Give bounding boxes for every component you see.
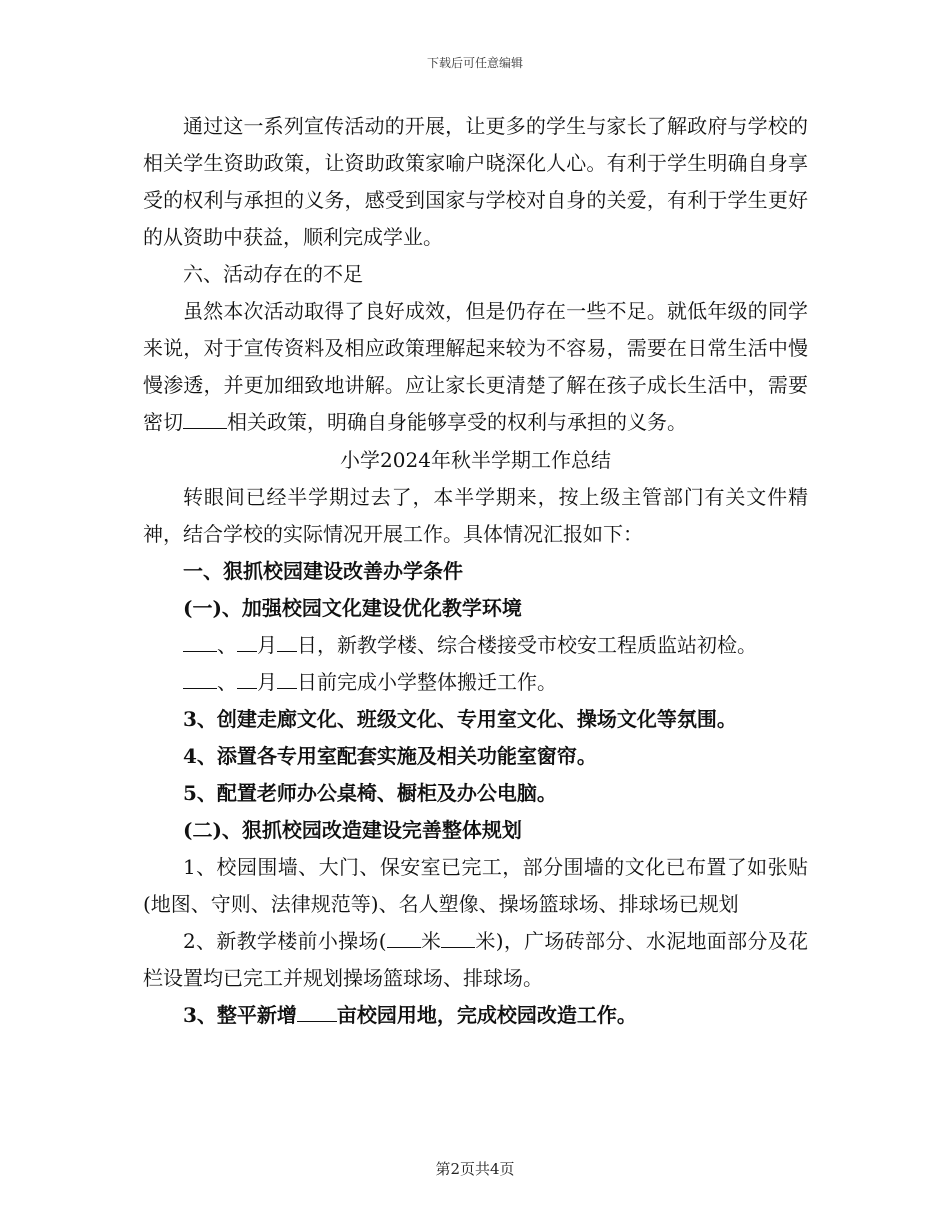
fill-in-blank (387, 929, 421, 948)
list-item-small-playground: 2、新教学楼前小操场( 米 米)，广场砖部分、水泥地面部分及花栏设置均已完工并规划操场篮球场、排球场。 (143, 929, 809, 990)
fill-in-blank (237, 633, 257, 652)
list-item-office-furniture: 5、配置老师办公桌椅、橱柜及办公电脑。 (183, 781, 557, 805)
fill-in-blank (277, 670, 297, 689)
fill-in-blank (441, 929, 475, 948)
heading-campus-construction: 一、狠抓校园建设改善办学条件 (183, 559, 463, 583)
document-body (143, 108, 808, 1034)
heading-campus-renovation: (二)、狠抓校园改造建设完善整体规划 (183, 818, 522, 842)
fill-in-blank (297, 1003, 337, 1022)
fill-in-blank (183, 670, 217, 689)
page-footer: 第2页共4页 (435, 1160, 515, 1178)
list-item-culture-atmosphere: 3、创建走廊文化、班级文化、专用室文化、操场文化等氛围。 (183, 707, 737, 731)
document-title: 小学2024年秋半学期工作总结 (340, 448, 611, 472)
list-item-equipment: 4、添置各专用室配套实施及相关功能室窗帘。 (183, 744, 597, 768)
list-item-initial-inspection: 、 月 日，新教学楼、综合楼接受市校安工程质监站初检。 (143, 627, 808, 664)
fill-in-blank (183, 633, 217, 652)
paragraph-intro: 转眼间已经半学期过去了，本半学期来，按上级主管部门有关文件精神，结合学校的实际情况开展工作。具体情况汇报如下： (143, 485, 808, 546)
fill-in-blank (277, 633, 297, 652)
paragraph-publicity-result: 通过这一系列宣传活动的开展，让更多的学生与家长了解政府与学校的相关学生资助政策，让资助政策家喻户晓深化人心。有利于学生明确自身享受的权利与承担的义务，感受到国家与学校对自身的关爱，有利于学生更好的从资助中获益，顺利完成学业。 (143, 114, 808, 249)
list-item-relocation: 、 月 日前完成小学整体搬迁工作。 (143, 664, 808, 701)
list-item-walls-gate: 1、校园围墙、大门、保安室已完工，部分围墙的文化已布置了如张贴(地图、守则、法律规范等)、名人塑像、操场篮球场、排球场已规划 (143, 855, 808, 916)
heading-campus-culture: (一)、加强校园文化建设优化教学环境 (183, 596, 522, 620)
list-item-land-leveling: 3、整平新增 亩校园用地，完成校园改造工作。 (183, 1003, 637, 1027)
paragraph-shortcomings: 虽然本次活动取得了良好成效，但是仍存在一些不足。就低年级的同学来说，对于宣传资料及相应政策理解起来较为不容易，需要在日常生活中慢慢渗透，并更加细致地讲解。应让家长更清楚了解在孩子成长生活中，需要密切 相关政策，明确自身能够享受的权利与承担的义务。 (143, 299, 808, 434)
fill-in-blank (183, 410, 227, 429)
page-header: 下载后可任意编辑 (426, 56, 523, 70)
section-heading-shortcomings: 六、活动存在的不足 (183, 262, 363, 286)
fill-in-blank (237, 670, 257, 689)
